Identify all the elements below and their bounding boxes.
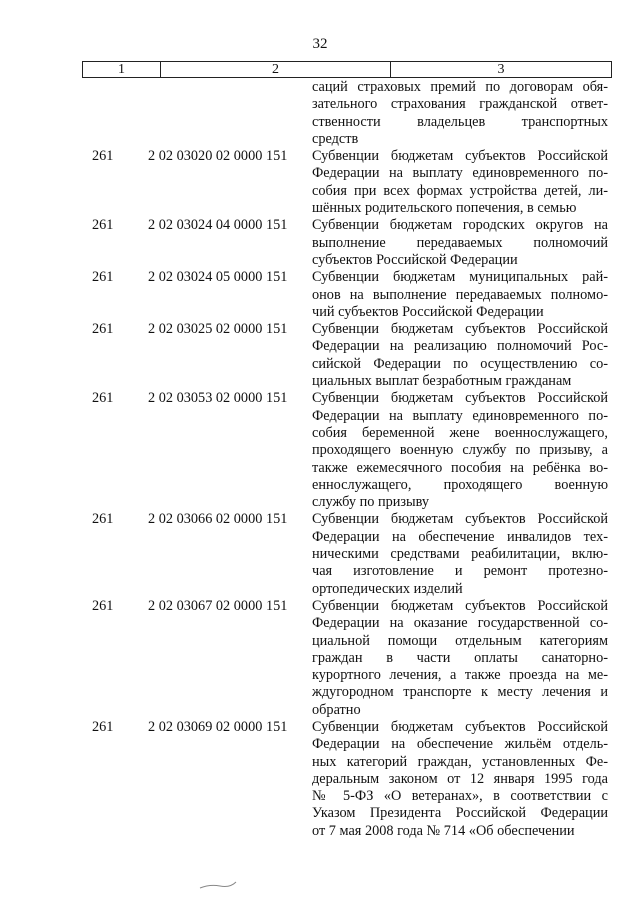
row-admin-code [0,79,148,148]
description-line: Субвенции бюджетам субъектов Российской [312,511,608,528]
description-line: шённых родительского попечения, в семью [312,200,577,217]
row-description [312,598,608,719]
description-line: Федерации на выплату единовременного по- [312,407,608,424]
description-line: циальной помощи отдельным категориям [312,632,608,649]
description-line: средств [312,130,359,147]
description-line: Федерации на обеспечение инвалидов тех- [312,528,608,545]
row-admin-code: 261 [92,269,114,286]
description-line: собия при всех формах устройства детей, ли- [312,182,608,199]
row-budget-code: 2 02 03025 02 0000 151 [148,321,288,338]
row-budget-code: 2 02 03024 04 0000 151 [148,217,288,234]
page-number: 32 [312,36,328,52]
description-line: чая изготовление и ремонт протезно- [312,563,608,580]
row-budget-code: 2 02 03067 02 0000 151 [148,597,288,614]
table-row [0,390,640,511]
table-row [0,148,640,217]
row-admin-code: 261 [92,718,114,735]
description-line: службу по призыву [312,494,430,511]
row-budget-code: 2 02 03053 02 0000 151 [148,390,288,407]
description-line: Федерации на оказание государственной со- [312,615,608,632]
description-line: Федерации на обеспечение жильём отдель- [312,736,608,753]
description-line: Федерации на выплату единовременного по- [312,165,608,182]
row-budget-code [148,79,312,148]
handwritten-mark [198,880,238,890]
table-row [0,269,640,321]
row-description [312,79,608,148]
table-row [0,719,640,840]
description-line: Субвенции бюджетам субъектов Российской [312,718,608,735]
description-line: чий субъектов Российской Федерации [312,303,544,320]
row-admin-code: 261 [92,148,114,165]
row-budget-code: 2 02 03069 02 0000 151 [148,718,288,735]
table-row [0,79,640,148]
table-row [0,217,640,269]
table-row [0,511,640,597]
description-line: Субвенции бюджетам городских округов на [312,217,608,234]
row-admin-code: 261 [92,597,114,614]
description-line: от 7 мая 2008 года № 714 «Об обеспечении [312,822,575,839]
description-line: обратно [312,701,361,718]
description-line: ждугородном транспорте к месту лечения и [312,684,608,701]
table-row [0,598,640,719]
description-line: еннослужащего, проходящего военную [312,476,608,493]
row-description [312,511,608,597]
row-admin-code: 261 [92,511,114,528]
description-line: сийской Федерации по осуществлению со- [312,355,608,372]
row-admin-code: 261 [92,321,114,338]
header-col-3: 3 [497,62,505,77]
row-description [312,719,608,840]
description-line: саций страховых премий по договорам обя- [312,79,608,95]
table-body [0,79,640,840]
description-line: ных категорий граждан, установленных Фе- [312,753,608,770]
row-description [312,269,608,321]
description-line: Субвенции бюджетам муниципальных рай- [312,269,608,286]
description-line: Субвенции бюджетам субъектов Российской [312,148,608,165]
header-col-2: 2 [161,62,391,77]
row-description [312,321,608,390]
description-line: ническими средствами реабилитации, вклю- [312,546,608,563]
description-line: циальных выплат безработным гражданам [312,373,572,390]
description-line: собия беременной жене военнослужащего, [312,424,608,441]
description-line: курортного лечения, а также проезда на ме- [312,667,608,684]
description-line: также ежемесячного пособия на ребёнка во- [312,459,608,476]
description-line: субъектов Российской Федерации [312,251,518,268]
description-line: Субвенции бюджетам субъектов Российской [312,597,608,614]
row-budget-code: 2 02 03066 02 0000 151 [148,511,288,528]
row-description [312,390,608,511]
description-line: онов на выполнение передаваемых полномо- [312,286,608,303]
description-line: зательного страхования гражданской ответ- [312,96,608,113]
description-line: Субвенции бюджетам субъектов Российской [312,321,608,338]
description-line: № 5-ФЗ «О ветеранах», в соответствии с [312,788,608,805]
description-line: проходящего военную службу по призыву, а [312,442,608,459]
description-line: деральным законом от 12 января 1995 года [312,770,608,787]
row-budget-code: 2 02 03024 05 0000 151 [148,269,288,286]
row-description [312,148,608,217]
row-description [312,217,608,269]
table-row [0,321,640,390]
description-line: Указом Президента Российской Федерации [312,805,608,822]
table-header [82,61,612,78]
row-admin-code: 261 [92,217,114,234]
row-budget-code: 2 02 03020 02 0000 151 [148,148,288,165]
description-line: Субвенции бюджетам субъектов Российской [312,390,608,407]
row-admin-code: 261 [92,390,114,407]
header-col-1: 1 [83,62,161,77]
description-line: Федерации на реализацию полномочий Рос- [312,338,608,355]
description-line: ортопедических изделий [312,580,463,597]
description-line: выполнение передаваемых полномочий [312,234,608,251]
description-line: граждан в части оплаты санаторно- [312,649,608,666]
description-line: ственности владельцев транспортных [312,113,608,130]
